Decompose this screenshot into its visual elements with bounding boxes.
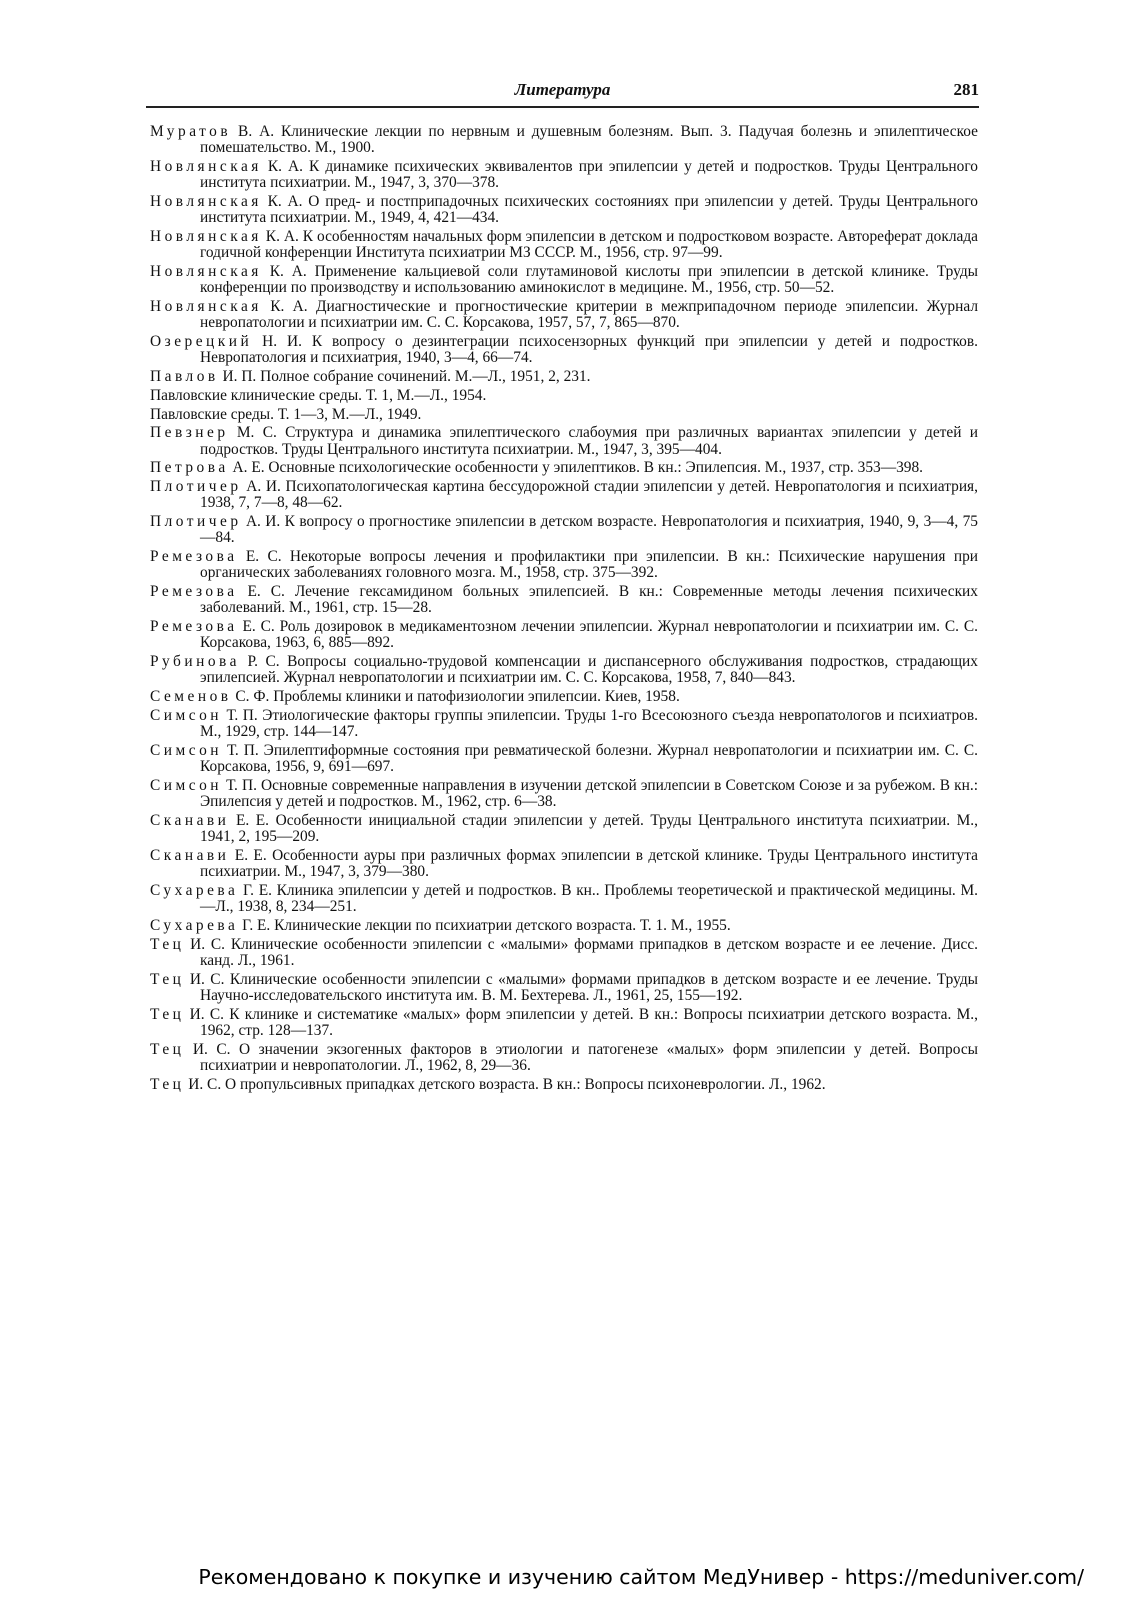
reference-author: Озерецкий (150, 333, 253, 350)
reference-entry (150, 972, 978, 1004)
reference-text: Т. П. Этиологические факторы группы эпилепсии. Труды 1-го Всесоюзного съезда невропатологов и психиатров. М., 1929, стр. 144—147. (200, 706, 978, 741)
reference-text: Е. Е. Особенности ауры при различных формах эпилепсии в детской клинике. Труды Центрального института психиатрии. М., 1947, 3, 379—380. (200, 846, 978, 881)
reference-entry (150, 813, 978, 845)
reference-author: Симсон (150, 706, 223, 724)
reference-entry (150, 883, 978, 915)
header-rule (146, 106, 979, 108)
page-header (146, 78, 979, 106)
reference-text: В. А. Клинические лекции по нервным и душевным болезням. Вып. 3. Падучая болезнь и эпилептическое помешательство. М., 1900. (200, 123, 978, 157)
reference-author: Рубинова (150, 653, 240, 671)
reference-entry (150, 1042, 978, 1074)
reference-entry (150, 479, 978, 511)
reference-text: Павловские среды. Т. 1—3, М.—Л., 1949. (150, 405, 422, 423)
reference-entry (150, 425, 978, 457)
reference-entry (150, 1077, 978, 1093)
reference-text: Е. Е. Особенности инициальной стадии эпилепсии у детей. Труды Центрального института психиатрии. М., 1941, 2, 195—209. (200, 811, 978, 846)
reference-text: К. А. Применение кальциевой соли глутаминовой кислоты при эпилепсии в детской клинике. Труды конференции по производству и использованию аминокислот в медицине. М., 1956, стр. 50—52. (200, 263, 978, 297)
reference-author: Сканави (150, 811, 230, 829)
reference-author: Тец (150, 1040, 185, 1058)
reference-text: Павловские клинические среды. Т. 1, М.—Л., 1954. (150, 386, 487, 404)
reference-author: Новлянская (150, 193, 262, 210)
reference-author: Плотичер (150, 513, 242, 531)
reference-entry (150, 848, 978, 880)
reference-text: И. С. Клинические особенности эпилепсии с «малыми» формами припадков в детском возрасте и ее лечение. Дисс. канд. Л., 1961. (184, 935, 978, 969)
reference-entry (150, 549, 978, 581)
reference-entry (150, 918, 978, 934)
reference-text: Р. С. Вопросы социально-трудовой компенсации и диспансерного обслуживания подростков, страдающих эпилепсией. Журнал невропатологии и психиатрии им. С. С. Корсакова, 1958, 7, 840—843. (200, 653, 978, 687)
reference-author: Тец (150, 1005, 185, 1023)
reference-author: Семенов (150, 688, 232, 706)
reference-text: Т. П. Основные современные направления в изучении детской эпилепсии в Советском Союзе и за рубежом. В кн.: Эпилепсия у детей и подростков. М., 1962, стр. 6—38. (200, 776, 978, 811)
reference-text: И. П. Полное собрание сочинений. М.—Л., 1951, 2, 231. (218, 368, 591, 385)
reference-author: Новлянская (150, 228, 262, 245)
reference-entry (150, 1007, 978, 1039)
reference-entry (150, 937, 978, 969)
reference-entry (150, 778, 978, 810)
running-title: Литература (514, 80, 611, 99)
reference-author: Павлов (150, 368, 219, 385)
reference-text: Е. С. Лечение гексамидином больных эпилепсией. В кн.: Современные методы лечения психических заболеваний. М., 1961, стр. 15—28. (200, 583, 978, 617)
reference-author: Симсон (150, 741, 223, 759)
reference-author: Муратов (150, 123, 232, 140)
reference-entry (150, 299, 978, 331)
reference-entry (150, 388, 978, 404)
reference-text: И. С. К клинике и систематике «малых» форм эпилепсии у детей. В кн.: Вопросы психиатрии детского возраста. М., 1962, стр. 128—137. (184, 1005, 978, 1039)
reference-entry (150, 264, 978, 296)
reference-entry (150, 584, 978, 616)
reference-entry (150, 619, 978, 651)
reference-text: Г. Е. Клинические лекции по психиатрии детского возраста. Т. 1. М., 1955. (238, 916, 731, 934)
reference-author: Ремезова (150, 583, 238, 601)
reference-text: К. А. Диагностические и прогностические критерии в межприпадочном периоде эпилепсии. Журнал невропатологии и психиатрии им. С. С. Корсакова, 1957, 57, 7, 865—870. (200, 298, 978, 332)
reference-text: Г. Е. Клиника эпилепсии у детей и подростков. В кн.. Проблемы теоретической и практической медицины. М.—Л., 1938, 8, 234—251. (200, 881, 978, 916)
reference-entry (150, 654, 978, 686)
reference-author: Новлянская (150, 298, 262, 315)
reference-author: Тец (150, 970, 185, 988)
reference-text: К. А. О пред- и постприпадочных психических состояниях при эпилепсии у детей. Труды Центрального института психиатрии. М., 1949, 4, 421—434. (200, 193, 978, 227)
reference-text: Т. П. Эпилептиформные состояния при ревматической болезни. Журнал невропатологии и психиатрии им. С. С. Корсакова, 1956, 9, 691—697. (200, 741, 978, 776)
reference-text: Е. С. Роль дозировок в медикаментозном лечении эпилепсии. Журнал невропатологии и психиатрии им. С. С. Корсакова, 1963, 6, 885—892. (200, 618, 978, 652)
reference-text: Н. И. К вопросу о дезинтеграции психосензорных функций при эпилепсии у детей и подростков. Невропатология и психиатрия, 1940, 3—4, 66—74. (200, 333, 978, 367)
reference-author: Плотичер (150, 478, 242, 496)
reference-text: А. И. Психопатологическая картина бессудорожной стадии эпилепсии у детей. Невропатология и психиатрия, 1938, 7, 7—8, 48—62. (200, 478, 978, 512)
reference-author: Новлянская (150, 263, 262, 280)
reference-author: Сухарева (150, 916, 239, 934)
page-number: 281 (953, 80, 979, 99)
reference-entry (150, 514, 978, 546)
reference-author: Новлянская (150, 158, 262, 175)
reference-text: И. С. Клинические особенности эпилепсии с «малыми» формами припадков в детском возрасте и ее лечение. Труды Научно-исследовательского института им. В. М. Бехтерева. Л., 1961, 25, 155—192. (184, 970, 978, 1004)
reference-entry (150, 369, 978, 385)
reference-entry (150, 229, 978, 261)
reference-author: Тец (150, 1075, 185, 1093)
reference-entry (150, 407, 978, 423)
reference-entry (150, 334, 978, 366)
reference-entry (150, 689, 978, 705)
reference-entry (150, 460, 978, 476)
reference-author: Сканави (150, 846, 230, 864)
reference-author: Сухарева (150, 881, 239, 899)
reference-text: И. С. О пропульсивных припадках детского возраста. В кн.: Вопросы психоневрологии. Л., 1962. (184, 1075, 826, 1093)
reference-text: А. И. К вопросу о прогностике эпилепсии в детском возрасте. Невропатология и психиатрия, 1940, 9, 3—4, 75—84. (200, 513, 978, 547)
reference-entry (150, 743, 978, 775)
reference-entry (150, 194, 978, 226)
reference-text: И. С. О значении экзогенных факторов в этиологии и патогенезе «малых» форм эпилепсии у детей. Вопросы психиатрии и невропатологии. Л., 1962, 8, 29—36. (184, 1040, 978, 1074)
reference-text: М. С. Структура и динамика эпилептического слабоумия при различных вариантах эпилепсии у детей и подростков. Труды Центрального института психиатрии. М., 1947, 3, 395—404. (200, 424, 978, 458)
reference-author: Тец (150, 935, 185, 953)
reference-author: Ремезова (150, 618, 238, 636)
reference-author: Ремезова (150, 548, 238, 566)
reference-author: Петрова (150, 459, 229, 477)
reference-text: Е. С. Некоторые вопросы лечения и профилактики при эпилепсии. В кн.: Психические нарушения при органических заболеваниях головного мозга. М., 1958, стр. 375—392. (200, 548, 978, 582)
reference-entry (150, 124, 978, 156)
reference-author: Певзнер (150, 424, 229, 442)
reference-author: Симсон (150, 776, 223, 794)
reference-text: К. А. К особенностям начальных форм эпилепсии в детском и подростковом возрасте. Автореферат доклада годичной конференции Института психиатрии МЗ СССР. М., 1956, стр. 97—99. (200, 228, 978, 262)
reference-entry (150, 708, 978, 740)
reference-list (150, 124, 978, 1096)
footer-watermark: Рекомендовано к покупке и изучению сайтом МедУнивер - https://meduniver.com/ (198, 1565, 1084, 1589)
reference-text: А. Е. Основные психологические особенности у эпилептиков. В кн.: Эпилепсия. М., 1937, стр. 353—398. (228, 459, 924, 477)
reference-entry (150, 159, 978, 191)
reference-text: К. А. К динамике психических эквивалентов при эпилепсии у детей и подростков. Труды Центрального института психиатрии. М., 1947, 3, 370—378. (200, 158, 978, 192)
reference-text: С. Ф. Проблемы клиники и патофизиологии эпилепсии. Киев, 1958. (231, 688, 680, 706)
